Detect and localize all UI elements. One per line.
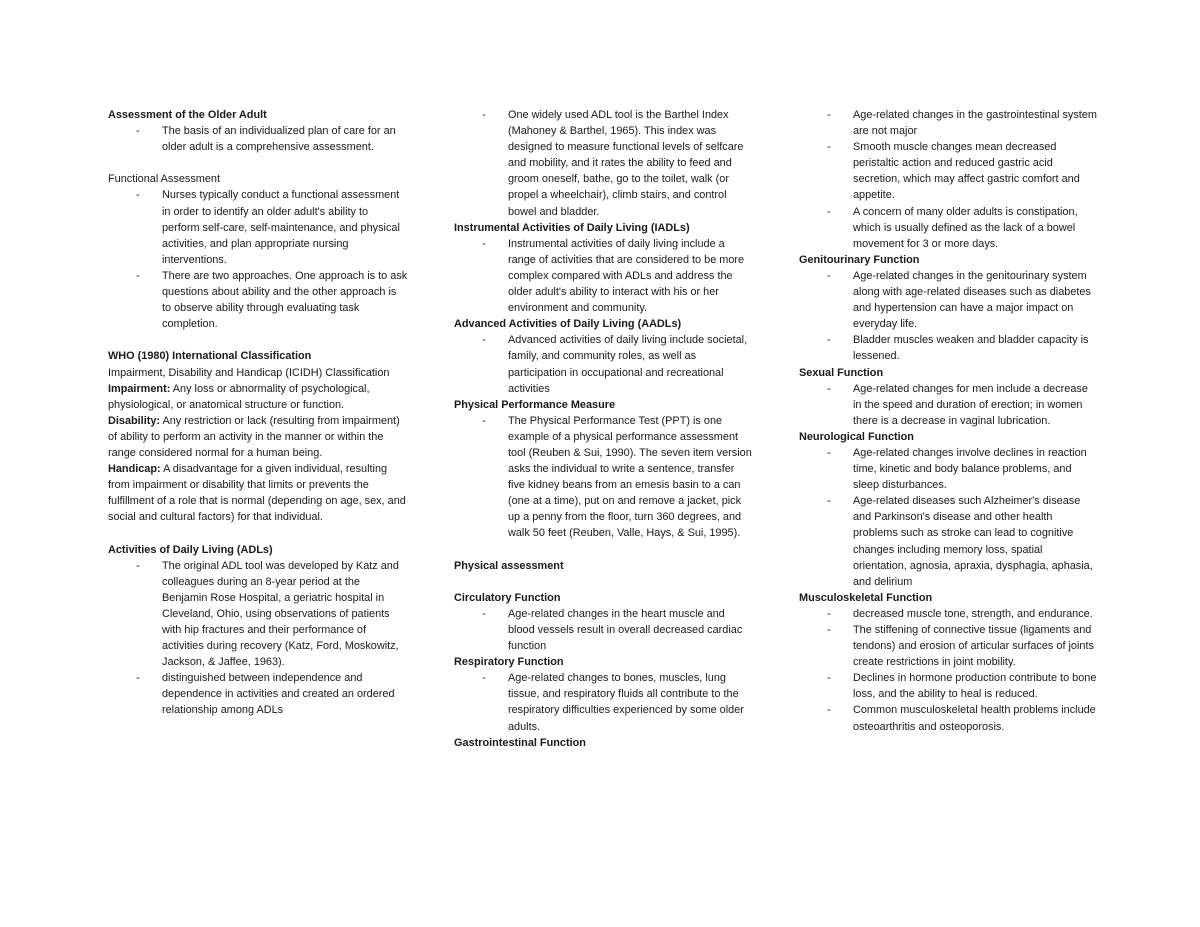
term-disability: Disability:: [108, 414, 161, 427]
list-item-text: Declines in hormone production contribute to bone loss, and the ability to heal is reduced.: [853, 672, 1097, 701]
who-subtitle: Impairment, Disability and Handicap (ICIDH) Classification: [108, 366, 390, 379]
bullet-list: [799, 606, 1099, 735]
bullet-list: [799, 445, 1099, 590]
list-item-text: Age-related diseases such Alzheimer's disease and Parkinson's disease and other health problems such as stroke can lead to cognitive changes including memory loss, spatial orientation, agnosia, apraxia, dysphagia, aphasia, and delirium: [853, 495, 1093, 588]
bullet-dash: -: [482, 607, 486, 620]
list-item-text: The Physical Performance Test (PPT) is one example of a physical performance assessment tool (Reuben & Sui, 1990). The seven item version asks the individual to write a sentence, transfer five kidney beans from an emesis basin to a can (one at a time), put on and remove a jacket, pick up a penny from the floor, turn 360 degrees, and walk 50 feet (Reuben, Valle, Hays, & Sui, 1995).: [508, 414, 752, 540]
bullet-dash: -: [136, 672, 140, 685]
list-item-text: The basis of an individualized plan of care for an older adult is a comprehensive assessment.: [162, 125, 396, 154]
list-item: [454, 236, 754, 316]
definition-disability: [108, 413, 408, 461]
list-item-text: One widely used ADL tool is the Barthel Index (Mahoney & Barthel, 1965). This index was designed to measure functional levels of selfcare and mobility, and it rates the ability to feed and groom oneself, bathe, go to the toilet, walk (or propel a wheelchair), climb stairs, and control bowel and bladder.: [508, 109, 744, 218]
list-item-text: Age-related changes involve declines in reaction time, kinetic and body balance problems, and sleep disturbances.: [853, 446, 1087, 492]
list-item-text: Age-related changes to bones, muscles, lung tissue, and respiratory fluids all contribute to the respiratory difficulties experienced by some older adults.: [508, 672, 744, 733]
bullet-list: [799, 268, 1099, 365]
list-item: [454, 332, 754, 396]
list-item: [799, 493, 1099, 590]
column-left: [108, 107, 408, 719]
bullet-dash: -: [482, 672, 486, 685]
list-item: [799, 107, 1099, 139]
list-item-text: decreased muscle tone, strength, and endurance.: [853, 607, 1093, 620]
list-item-text: Age-related changes in the gastrointestinal system are not major: [853, 109, 1097, 138]
list-item: [799, 204, 1099, 252]
term-impairment: Impairment:: [108, 382, 171, 395]
list-item-text: Bladder muscles weaken and bladder capacity is lessened.: [853, 334, 1089, 363]
definition-text: Any restriction or lack (resulting from impairment) of ability to perform an activity in the manner or within the range considered normal for a human being.: [108, 414, 400, 459]
column-right: [799, 107, 1099, 735]
list-item: [799, 268, 1099, 332]
list-item-text: The stiffening of connective tissue (ligaments and tendons) and erosion of articular surfaces of joints create restrictions in joint mobility.: [853, 624, 1094, 669]
list-item: [454, 413, 754, 542]
heading-physical-performance: Physical Performance Measure: [454, 398, 616, 411]
definition-impairment: [108, 381, 408, 413]
bullet-dash: -: [136, 269, 140, 282]
list-item: [799, 670, 1099, 702]
list-item-text: Common musculoskeletal health problems include osteoarthritis and osteoporosis.: [853, 704, 1096, 733]
heading-circulatory: Circulatory Function: [454, 591, 561, 604]
heading-adl: Activities of Daily Living (ADLs): [108, 543, 273, 556]
bullet-dash: -: [827, 607, 831, 620]
bullet-dash: -: [827, 446, 831, 459]
heading-who: WHO (1980) International Classification: [108, 350, 312, 363]
bullet-dash: -: [827, 205, 831, 218]
bullet-dash: -: [827, 334, 831, 347]
bullet-list: [108, 187, 408, 332]
list-item-text: There are two approaches. One approach is to ask questions about ability and the other approach is to observe ability through evaluating task completion.: [162, 269, 408, 331]
definition-text: Any loss or abnormality of psychological, physiological, or anatomical structure or function.: [108, 382, 370, 411]
list-item: [799, 139, 1099, 203]
list-item: [108, 187, 408, 267]
bullet-list: [799, 107, 1099, 252]
list-item-text: Age-related changes in the heart muscle and blood vessels result in overall decreased cardiac function: [508, 607, 743, 653]
definition-handicap: [108, 461, 408, 525]
list-item-text: A concern of many older adults is constipation, which is usually defined as the lack of a bowel movement for 3 or more days.: [853, 205, 1078, 250]
list-item: [799, 445, 1099, 493]
bullet-list: [454, 332, 754, 396]
list-item: [799, 606, 1099, 622]
bullet-list: [799, 381, 1099, 429]
bullet-dash: -: [827, 141, 831, 154]
bullet-dash: -: [827, 109, 831, 121]
bullet-dash: -: [482, 414, 486, 427]
bullet-list: [108, 558, 408, 719]
list-item-text: Age-related changes in the genitourinary system along with age-related diseases such as diabetes and hypertension can have a major impact on everyday life.: [853, 269, 1091, 331]
heading-neurological: Neurological Function: [799, 430, 914, 443]
heading-aadl: Advanced Activities of Daily Living (AADLs): [454, 318, 682, 331]
list-item: [108, 123, 408, 155]
list-item: [799, 332, 1099, 364]
list-item-text: Advanced activities of daily living include societal, family, and community roles, as well as participation in occupational and recreational activities: [508, 334, 748, 395]
bullet-dash: -: [827, 704, 831, 717]
list-item-text: distinguished between independence and dependence in activities and created an ordered relationship among ADLs: [162, 672, 395, 717]
bullet-dash: -: [136, 559, 140, 572]
bullet-dash: -: [827, 382, 831, 395]
bullet-list: [108, 123, 408, 155]
bullet-dash: -: [827, 495, 831, 508]
list-item: [799, 702, 1099, 734]
bullet-dash: -: [136, 125, 140, 138]
list-item-text: Smooth muscle changes mean decreased peristaltic action and reduced gastric acid secretion, which may affect gastric comfort and appetite.: [853, 141, 1080, 202]
bullet-list: [454, 236, 754, 316]
heading-genitourinary: Genitourinary Function: [799, 253, 920, 266]
definition-text: A disadvantage for a given individual, resulting from impairment or disability that limits or prevents the fulfillment of a role that is normal (depending on age, sex, and social and cultural factors) for that individual.: [108, 463, 406, 524]
list-item-text: Age-related changes for men include a decrease in the speed and duration of erection; in women there is a decrease in vaginal lubrication.: [853, 382, 1088, 427]
column-middle: [454, 107, 754, 751]
list-item: [454, 107, 754, 220]
bullet-dash: -: [827, 672, 831, 685]
bullet-dash: -: [482, 237, 486, 250]
heading-sexual: Sexual Function: [799, 366, 884, 379]
bullet-list: [454, 670, 754, 734]
bullet-dash: -: [827, 269, 831, 282]
list-item-text: Nurses typically conduct a functional assessment in order to identify an older adult's ability to perform self-care, self-maintenance, and physical activities, and plan appropriate nursing interventions.: [162, 189, 400, 266]
bullet-list: [454, 413, 754, 542]
list-item: [108, 558, 408, 671]
bullet-dash: -: [136, 189, 140, 202]
heading-iadl: Instrumental Activities of Daily Living (IADLs): [454, 221, 690, 234]
bullet-dash: -: [482, 334, 486, 347]
list-item: [454, 670, 754, 734]
bullet-list: [454, 107, 754, 220]
heading-assessment: Assessment of the Older Adult: [108, 109, 267, 121]
bullet-list: [454, 606, 754, 654]
heading-functional-assessment: Functional Assessment: [108, 173, 220, 186]
term-handicap: Handicap:: [108, 463, 161, 476]
list-item: [799, 622, 1099, 670]
bullet-dash: -: [827, 624, 831, 636]
list-item: [454, 606, 754, 654]
bullet-dash: -: [482, 109, 486, 121]
heading-respiratory: Respiratory Function: [454, 656, 564, 669]
heading-musculoskeletal: Musculoskeletal Function: [799, 591, 933, 604]
list-item-text: Instrumental activities of daily living include a range of activities that are considered to be more complex compared with ADLs and address the older adult's ability to interact with his or her environment and community.: [508, 237, 745, 315]
list-item: [108, 670, 408, 718]
list-item: [108, 268, 408, 332]
heading-gastrointestinal: Gastrointestinal Function: [454, 736, 586, 749]
list-item: [799, 381, 1099, 429]
heading-physical-assessment: Physical assessment: [454, 559, 564, 572]
list-item-text: The original ADL tool was developed by Katz and colleagues during an 8-year period at the Benjamin Rose Hospital, a geriatric hospital in Cleveland, Ohio, using observations of patients with hip fractures and their performance of activities during recovery (Katz, Ford, Moskowitz, Jackson, & Jaffee, 1963).: [162, 559, 399, 669]
